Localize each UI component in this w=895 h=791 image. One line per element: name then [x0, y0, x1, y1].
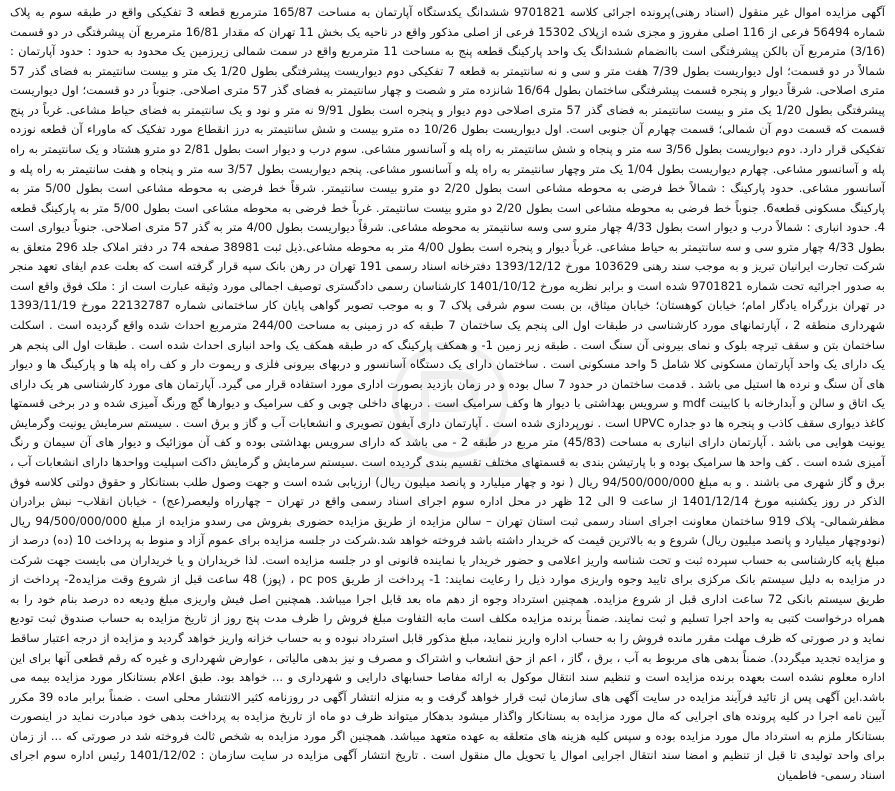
auction-notice-text: آگهی مزایده اموال غیر منقول (اسناد رهنی)پرونده اجرائی کلاسه 9701821 ششدانگ یکدستگاه آپارتمان به مساحت 165/87 مترمربع قطعه 3 تفکیکی واقع در طبقه سوم به پلاک شماره 56494 فرعی از 116 اصلی مفروز و مجزی شده ازپلاک 15302 فرعی از اصلی مذکور واقع در ناحیه یک بخش 11 تهران که مقدار 16/81 مترمربع آن پیشرفتگی در دو قسمت (3/16) مترمربع آن بالکن پیشرفتگی است باانضمام ششدانگ یک واحد پارکینگ قطعه پنج به مساحت 11 مترمربع واقع در سمت شمالی زیرزمین یک محدود به حدود : حدود آپارتمان : شمالاً در دو قسمت؛ اول دیواریست بطول 7/39 هفت متر و سی و نه سانتیمتر به قطعه 7 تفکیکی دوم دیواریست پیشرفتگی بطول 1/20 یک متر و بیست سانتیمتر به فضای گذر 57 متری اصلاحی. شرقاً دیوار و پنجره قسمت پیشرفتگی ساختمان بطول 16/64 شانزده متر و شصت و چهار سانتیمتر به فضای گذر 57 متری اصلاحی. جنوباً در دو قسمت؛ اول دیواریست پیشرفتگی بطول 1/20 یک متر و بیست سانتیمتر به فضای گذر 57 متری اصلاحی دوم دیوار و پنجره است بطول 9/91 نه متر و نود و یک سانتیمتر به فضای حیاط مشاعی. غرباً در پنج قسمت که قسمت دوم آن شمالی؛ قسمت چهارم آن جنوبی است. اول دیواریست بطول 10/26 ده مترو بیست و شش سانتیمتر به درز انقطاع مورد تفکیک که ماوراء آن قطعه نوزده تفکیکی قرار دارد. دوم دیواریست بطول 3/56 سه متر و پنجاه و شش سانتیمتر به راه پله و آسانسور مشاعی. سوم درب و دیوار است بطول 2/81 دو مترو هشتاد و یک سانتیمتر به راه پله و آسانسور مشاعی. چهارم دیواریست بطول 1/04 یک متر وچهار سانتیمتر به راه پله و آسانسور مشاعی. پنجم دیواریست بطول 3/57 سه متر و پنجاه و هفت سانتیمتر به راه پله و آسانسور مشاعی. حدود پارکینگ : شمالاً خط فرضی به محوطه مشاعی است بطول 2/20 دو مترو بیست سانتیمتر. شرقاً خط فرضی به محوطه مشاعی است بطول 5/00 متر به پارکینگ مسکونی قطعه6. جنوباً خط فرضی به محوطه مشاعی است بطول 2/20 دو مترو بیست سانتیمتر. غرباً خط فرضی به محوطه مشاعی است بطول 5/00 متر به پارکینگ قطعه 4. حدود انباری : شمالاً درب و دیوار است بطول 4/33 چهار مترو سی وسه سانتیمتر به محوطه مشاعی. شرقاً دیواریست بطول 4/00 متر به گذر 57 متری اصلاحی. جنوباً دیواری است بطول 4/33 چهار مترو سی و سه سانتیمتر به حیاط مشاعی. غرباً دیوار و پنجره است بطول 4/00 متر به محوطه مشاعی.ذیل ثبت 38981 صفحه 74 در دفتر املاک جلد 296 متعلق به شرکت تجارت ایرانیان تبریز و به موجب سند رهنی 103629 مورخ 1393/12/12 دفترخانه اسناد رسمی 191 تهران در رهن بانک سپه قرار گرفته است که بعلت عدم ایفای تعهد منجر به صدور اجرائیه تحت شماره 9701821 شده است و برابر نظریه مورخ 1401/10/12 کارشناسان رسمی دادگستری توصیف اجمالی مورد وثیقه عبارت است از : ملک فوق واقع است در تهران بزرگراه یادگار امام؛ خیابان کوهستان؛ خیابان میثاق، بن بست سوم شرقی پلاک 7 و به موجب تصویر گواهی پایان کار ساختمانی شماره 22132787 مورخ 1393/11/19 شهرداری منطقه 2 ، آپارتمانهای مورد کارشناسی در طبقات اول الی پنجم یک ساختمان 7 طبقه که در زمینی به مساحت 244/00 مترمربع احداث شده واقع گردیده است . اسکلت ساختمان بتن و سقف تیرچه بلوک و نمای بیرونی آن سنگ است . طبقه زیر زمین 1- و همکف پارکینگ که در طبقه همکف یک واحد انباری احداث شده است . طبقات اول الی پنجم هر یک دارای یک واحد آپارتمان مسکونی کلا شامل 5 واحد مسکونی است . ساختمان دارای یک دستگاه آسانسور و دربهای بیرونی فلزی و ریموت دار و کف راه پله ها و پارکینگ ها و دیوار های آن سنگ و نرده ها استیل می باشد . قدمت ساختمان در حدود 7 سال بوده و در زمان بازدید بصورت اداری مورد استفاده قرار می گیرد. آپارتمان های مورد کارشناسی هر یک دارای یک اتاق و سالن و آبدارخانه با کابینت mdf و سرویس بهداشتی با دیوار ها وکف سرامیک است . دربهای داخلی چوبی و کف سرامیک و دیوارها گچ ورنگ آمیزی شده و در برخی قسمتها کاغذ دیواری سقف کاذب و پنجره ها دو جداره UPVC است . نورپردازی شده است . آپارتمان داری آیفون تصویری و انشعابات آب و گاز و برق است . سیستم سرمایش یونیت وگرمایش یونیت هوایی می باشد . آپارتمان دارای انباری به مساحت (45/83) متر مربع در طبقه 2 - می باشد که دارای سرویس بهداشتی بوده و کف آن موزائیک و دیوار های آن سیمان و رنگ آمیزی شده است . کف واحد ها سرامیک بوده و با پارتیشن بندی به قسمتهای مختلف تقسیم بندی گردیده است .سیستم سرمایش و گرمایش داکت اسپلیت وواحدها دارای انشعابات آب ، برق و گاز شهری می باشند . و به مبلغ 94/500/000/000 ریال ( نود و چهار میلیارد و پانصد میلیون ریال) ارزیابی شده است و جهت وصول طلب بستانکار و حقوق دولتی کلاسه فوق الذکر در روز یکشنبه مورخ 1401/12/14 از ساعت 9 الی 12 ظهر در محل اداره سوم اجرای اسناد رسمی واقع در تهران – چهارراه ولیعصر(عج) - خیابان انقلاب– نبش برادران مظفرشمالی- پلاک 919 ساختمان معاونت اجرای اسناد رسمی ثبت استان تهران – سالن مزایده از طریق مزایده حضوری بفروش می رسدو مزایده از مبلغ 94/500/000/000 ریال (نودوچهار میلیارد و پانصد میلیون ریال) شروع و به بالاترین قیمت که خریدار داشته باشد فروخته خواهد شد.شرکت در جلسه مزایده برای عموم آزاد و منوط به پرداخت 10 (ده) درصد از مبلغ پایه کارشناسی به حساب سپرده ثبت و تحت شناسه واریز اعلامی و حضور خریدار یا نماینده قانونی او در جلسه مزایده است. لذا خریداران و یا خریداران می بایست جهت شرکت در مزایده به دلیل سیستم بانک مرکزی برای تایید وجوه واریزی موارد ذیل را رعایت نمایند: 1- پرداخت از طریق pc pos ، (پوز) 48 ساعت قبل از شروع وقت مزایده2- پرداخت از طریق سیستم بانکی 72 ساعت اداری قبل از شروع مزایده. همچنین استرداد وجوه از دهم ماه بعد قابل اجرا میباشد. همچنین اصل فیش واریزی مبلغ ودیعه ده درصد بنام خود را به همراه درخواست کتبی به واحد اجرا تسلیم و ثبت نمایند. ضمناً برنده مزایده مکلف است مابه التفاوت مبلغ فروش را ظرف مدت پنج روز از تاریخ مزایده به حساب صندوق ثبت تودیع نماید و در صورتی که ظرف مهلت مقرر مانده فروش را به حساب اداره واریز ننماید، مبلغ مذکور قابل استرداد نبوده و به حساب خزانه واریز خواهد گردید و مزایده از درجه اعتبار ساقط و مزایده تجدید میگردد). ضمناً بدهی های مربوط به آب ، برق ، گاز ، اعم از حق انشعاب و اشتراک و مصرف و نیز بدهی مالیاتی ، عوارض شهرداری و غیره که رقم قطعی آنها برای این اداره معلوم نشده است بعهده برنده مزایده است و تنظیم سند انتقال موکول به ارائه مفاصا حسابهای دارایی و شهرداری و ... خواهد بود. طبق اعلام بستانکار مورد مزایده بیمه می باشد.این آگهی پس از تائید فرآیند مزایده در سایت آگهی های سازمان ثبت قرار خواهد گرفت و به منزله انتشار آگهی در روزنامه کثیر الانتشار محلی است . ضمناً برابر ماده 39 مکرر آیین نامه اجرا در کلیه پرونده های اجرایی که مال مورد مزایده به بستانکار واگذار میشود بدهکار میتواند ظرف دو ماه از تاریخ مزایده به پرداخت بدهی خود مبادرت نماید در اینصورت بستانکار ملزم به استرداد مال مورد مزایده بوده و سپس کلیه هزینه های متعلقه به عهده متعهد میباشد. همچنین اگر مورد مزایده به شخص ثالث فروخته شد در صورتی که ... از زمان برای واحد تولیدی تا قبل از تنظیم و امضا سند انتقال اجرایی اموال یا تحویل مال منقول است . تاریخ انتشار آگهی مزایده در سایت سازمان : 1401/12/02 رئیس اداره سوم اجرای اسناد رسمی- فاطمیان — [10, 5, 886, 782]
